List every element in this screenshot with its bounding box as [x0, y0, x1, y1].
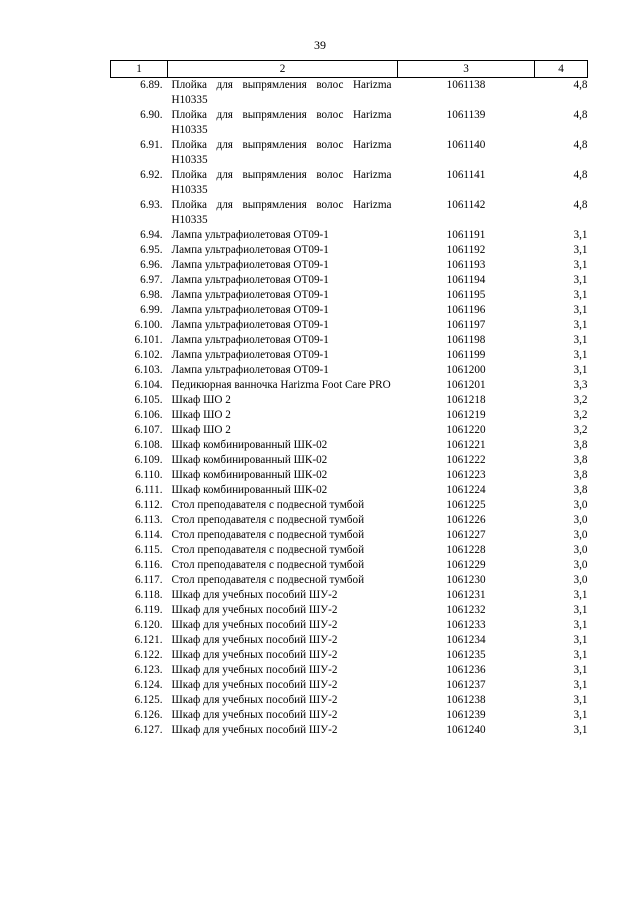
- inventory-code: 1061199: [446, 349, 486, 361]
- item-value: 3,2: [573, 424, 588, 436]
- table-row: [111, 333, 588, 348]
- item-name: Стол преподавателя с подвесной тумбой: [171, 559, 365, 571]
- row-number: 6.112.: [134, 499, 163, 511]
- table-row: [111, 378, 588, 393]
- inventory-code: 1061236: [446, 664, 486, 676]
- inventory-code: 1061224: [446, 484, 486, 496]
- inventory-code: 1061225: [446, 499, 486, 511]
- inventory-code: 1061238: [446, 694, 486, 706]
- table-row: [111, 348, 588, 363]
- table-row: [111, 243, 588, 258]
- row-number: 6.89.: [140, 79, 163, 91]
- row-number: 6.126.: [134, 709, 163, 721]
- inventory-code: 1061239: [446, 709, 486, 721]
- item-value: 4,8: [573, 169, 588, 181]
- item-value: 4,8: [573, 79, 588, 91]
- inventory-code: 1061232: [446, 604, 486, 616]
- item-name: Шкаф для учебных пособий ШУ-2: [171, 649, 338, 661]
- row-number: 6.122.: [134, 649, 163, 661]
- item-name: Лампа ультрафиолетовая ОТ09-1: [171, 364, 329, 376]
- item-name: Шкаф комбинированный ШК-02: [171, 469, 328, 481]
- table-row: [111, 168, 588, 198]
- item-value: 3,1: [573, 364, 588, 376]
- item-value: 3,1: [573, 229, 588, 241]
- row-number: 6.97.: [140, 274, 163, 286]
- table-row: [111, 393, 588, 408]
- inventory-code: 1061228: [446, 544, 486, 556]
- item-name: Плойка для выпрямления волос Harizma H10335: [171, 199, 392, 226]
- item-name: Лампа ультрафиолетовая ОТ09-1: [171, 229, 329, 241]
- inventory-code: 1061240: [446, 724, 486, 736]
- row-number: 6.108.: [134, 439, 163, 451]
- inventory-code: 1061191: [446, 229, 486, 241]
- item-name: Шкаф для учебных пособий ШУ-2: [171, 664, 338, 676]
- item-value: 3,0: [573, 499, 588, 511]
- item-value: 4,8: [573, 139, 588, 151]
- row-number: 6.94.: [140, 229, 163, 241]
- row-number: 6.101.: [134, 334, 163, 346]
- row-number: 6.90.: [140, 109, 163, 121]
- item-name: Шкаф для учебных пособий ШУ-2: [171, 589, 338, 601]
- row-number: 6.127.: [134, 724, 163, 736]
- table-row: [111, 288, 588, 303]
- item-name: Лампа ультрафиолетовая ОТ09-1: [171, 289, 329, 301]
- item-value: 4,8: [573, 109, 588, 121]
- item-value: 3,1: [573, 334, 588, 346]
- table-row: [111, 678, 588, 693]
- row-number: 6.107.: [134, 424, 163, 436]
- item-value: 3,0: [573, 574, 588, 586]
- row-number: 6.106.: [134, 409, 163, 421]
- item-name: Лампа ультрафиолетовая ОТ09-1: [171, 349, 329, 361]
- item-name: Стол преподавателя с подвесной тумбой: [171, 499, 365, 511]
- row-number: 6.117.: [134, 574, 163, 586]
- inventory-code: 1061231: [446, 589, 486, 601]
- item-name: Лампа ультрафиолетовая ОТ09-1: [171, 304, 329, 316]
- inventory-code: 1061223: [446, 469, 486, 481]
- row-number: 6.99.: [140, 304, 163, 316]
- row-number: 6.100.: [134, 319, 163, 331]
- table-row: [111, 423, 588, 438]
- item-value: 3,0: [573, 514, 588, 526]
- item-name: Шкаф для учебных пособий ШУ-2: [171, 694, 338, 706]
- row-number: 6.124.: [134, 679, 163, 691]
- inventory-code: 1061234: [446, 634, 486, 646]
- inventory-code: 1061201: [446, 379, 486, 391]
- item-value: 3,1: [573, 679, 588, 691]
- item-name: Стол преподавателя с подвесной тумбой: [171, 529, 365, 541]
- inventory-code: 1061237: [446, 679, 486, 691]
- inventory-code: 1061200: [446, 364, 486, 376]
- item-name: Лампа ультрафиолетовая ОТ09-1: [171, 244, 329, 256]
- table-row: [111, 408, 588, 423]
- row-number: 6.96.: [140, 259, 163, 271]
- table-row: [111, 648, 588, 663]
- header-col-1: 1: [111, 61, 168, 78]
- table-row: [111, 633, 588, 648]
- inventory-code: 1061220: [446, 424, 486, 436]
- row-number: 6.120.: [134, 619, 163, 631]
- inventory-code: 1061221: [446, 439, 486, 451]
- table-row: [111, 708, 588, 723]
- item-name: Шкаф для учебных пособий ШУ-2: [171, 724, 338, 736]
- row-number: 6.109.: [134, 454, 163, 466]
- item-value: 3,1: [573, 289, 588, 301]
- item-name: Плойка для выпрямления волос Harizma H10335: [171, 109, 392, 136]
- row-number: 6.91.: [140, 139, 163, 151]
- item-value: 3,1: [573, 244, 588, 256]
- inventory-code: 1061197: [446, 319, 486, 331]
- item-value: 3,1: [573, 634, 588, 646]
- row-number: 6.103.: [134, 364, 163, 376]
- inventory-code: 1061140: [446, 139, 486, 151]
- item-value: 3,0: [573, 559, 588, 571]
- table-body: [111, 78, 588, 739]
- item-name: Плойка для выпрямления волос Harizma H10335: [171, 139, 392, 166]
- table-row: [111, 198, 588, 228]
- table-row: [111, 318, 588, 333]
- inventory-code: 1061138: [446, 79, 486, 91]
- inventory-code: 1061192: [446, 244, 486, 256]
- item-value: 3,2: [573, 394, 588, 406]
- item-value: 3,0: [573, 544, 588, 556]
- item-name: Стол преподавателя с подвесной тумбой: [171, 514, 365, 526]
- item-name: Шкаф ШО 2: [171, 409, 231, 421]
- header-row: [111, 61, 588, 78]
- table-row: [111, 528, 588, 543]
- table-row: [111, 498, 588, 513]
- header-col-3: 3: [398, 61, 535, 78]
- item-value: 3,3: [573, 379, 588, 391]
- inventory-code: 1061198: [446, 334, 486, 346]
- item-name: Шкаф для учебных пособий ШУ-2: [171, 679, 338, 691]
- item-name: Стол преподавателя с подвесной тумбой: [171, 574, 365, 586]
- item-name: Шкаф для учебных пособий ШУ-2: [171, 709, 338, 721]
- item-name: Лампа ультрафиолетовая ОТ09-1: [171, 334, 329, 346]
- table-row: [111, 543, 588, 558]
- item-value: 3,1: [573, 319, 588, 331]
- item-name: Лампа ультрафиолетовая ОТ09-1: [171, 319, 329, 331]
- header-col-2: 2: [168, 61, 398, 78]
- item-value: 3,8: [573, 454, 588, 466]
- row-number: 6.125.: [134, 694, 163, 706]
- item-name: Лампа ультрафиолетовая ОТ09-1: [171, 274, 329, 286]
- row-number: 6.104.: [134, 379, 163, 391]
- item-value: 3,1: [573, 664, 588, 676]
- table-row: [111, 303, 588, 318]
- item-value: 3,1: [573, 304, 588, 316]
- row-number: 6.119.: [134, 604, 163, 616]
- item-value: 3,1: [573, 709, 588, 721]
- item-name: Шкаф ШО 2: [171, 424, 231, 436]
- table-row: [111, 228, 588, 243]
- table-row: [111, 453, 588, 468]
- item-value: 3,1: [573, 259, 588, 271]
- item-value: 3,8: [573, 469, 588, 481]
- item-value: 3,1: [573, 604, 588, 616]
- row-number: 6.105.: [134, 394, 163, 406]
- inventory-code: 1061141: [446, 169, 486, 181]
- inventory-code: 1061229: [446, 559, 486, 571]
- inventory-code: 1061222: [446, 454, 486, 466]
- table-row: [111, 468, 588, 483]
- row-number: 6.113.: [134, 514, 163, 526]
- row-number: 6.111.: [135, 484, 163, 496]
- item-name: Шкаф для учебных пособий ШУ-2: [171, 634, 338, 646]
- inventory-code: 1061230: [446, 574, 486, 586]
- item-value: 3,0: [573, 529, 588, 541]
- inventory-code: 1061142: [446, 199, 486, 211]
- inventory-code: 1061218: [446, 394, 486, 406]
- item-value: 3,1: [573, 649, 588, 661]
- row-number: 6.102.: [134, 349, 163, 361]
- item-name: Шкаф комбинированный ШК-02: [171, 439, 328, 451]
- table-row: [111, 483, 588, 498]
- table-row: [111, 603, 588, 618]
- item-name: Лампа ультрафиолетовая ОТ09-1: [171, 259, 329, 271]
- item-value: 3,8: [573, 439, 588, 451]
- inventory-code: 1061139: [446, 109, 486, 121]
- item-name: Шкаф комбинированный ШК-02: [171, 484, 328, 496]
- table-row: [111, 273, 588, 288]
- table-row: [111, 438, 588, 453]
- table-row: [111, 663, 588, 678]
- table-row: [111, 558, 588, 573]
- item-name: Шкаф для учебных пособий ШУ-2: [171, 619, 338, 631]
- inventory-code: 1061235: [446, 649, 486, 661]
- table-row: [111, 108, 588, 138]
- item-value: 3,1: [573, 724, 588, 736]
- table-row: [111, 618, 588, 633]
- item-value: 3,1: [573, 274, 588, 286]
- item-name: Педикюрная ванночка Harizma Foot Care PRO: [171, 379, 391, 391]
- item-value: 3,1: [573, 619, 588, 631]
- table-row: [111, 723, 588, 738]
- inventory-code: 1061193: [446, 259, 486, 271]
- table-row: [111, 363, 588, 378]
- table-row: [111, 588, 588, 603]
- table-row: [111, 513, 588, 528]
- item-value: 3,1: [573, 589, 588, 601]
- row-number: 6.110.: [134, 469, 163, 481]
- row-number: 6.123.: [134, 664, 163, 676]
- item-name: Шкаф комбинированный ШК-02: [171, 454, 328, 466]
- item-name: Шкаф ШО 2: [171, 394, 231, 406]
- item-value: 3,1: [573, 694, 588, 706]
- inventory-code: 1061233: [446, 619, 486, 631]
- item-name: Плойка для выпрямления волос Harizma H10335: [171, 79, 392, 106]
- inventory-code: 1061226: [446, 514, 486, 526]
- table-row: [111, 258, 588, 273]
- inventory-code: 1061194: [446, 274, 486, 286]
- page-number: 39: [314, 38, 326, 52]
- row-number: 6.118.: [134, 589, 163, 601]
- row-number: 6.98.: [140, 289, 163, 301]
- table-header: [111, 61, 588, 78]
- inventory-code: 1061196: [446, 304, 486, 316]
- table-row: [111, 693, 588, 708]
- table-row: [111, 573, 588, 588]
- row-number: 6.116.: [134, 559, 163, 571]
- item-value: 3,2: [573, 409, 588, 421]
- row-number: 6.115.: [134, 544, 163, 556]
- inventory-table: [110, 60, 588, 738]
- row-number: 6.121.: [134, 634, 163, 646]
- header-col-4: 4: [535, 61, 588, 78]
- row-number: 6.93.: [140, 199, 163, 211]
- inventory-code: 1061195: [446, 289, 486, 301]
- table-row: [111, 78, 588, 109]
- item-name: Шкаф для учебных пособий ШУ-2: [171, 604, 338, 616]
- row-number: 6.92.: [140, 169, 163, 181]
- table-row: [111, 138, 588, 168]
- item-value: 3,1: [573, 349, 588, 361]
- item-name: Плойка для выпрямления волос Harizma H10335: [171, 169, 392, 196]
- row-number: 6.95.: [140, 244, 163, 256]
- inventory-code: 1061219: [446, 409, 486, 421]
- item-value: 3,8: [573, 484, 588, 496]
- item-name: Стол преподавателя с подвесной тумбой: [171, 544, 365, 556]
- row-number: 6.114.: [134, 529, 163, 541]
- item-value: 4,8: [573, 199, 588, 211]
- inventory-code: 1061227: [446, 529, 486, 541]
